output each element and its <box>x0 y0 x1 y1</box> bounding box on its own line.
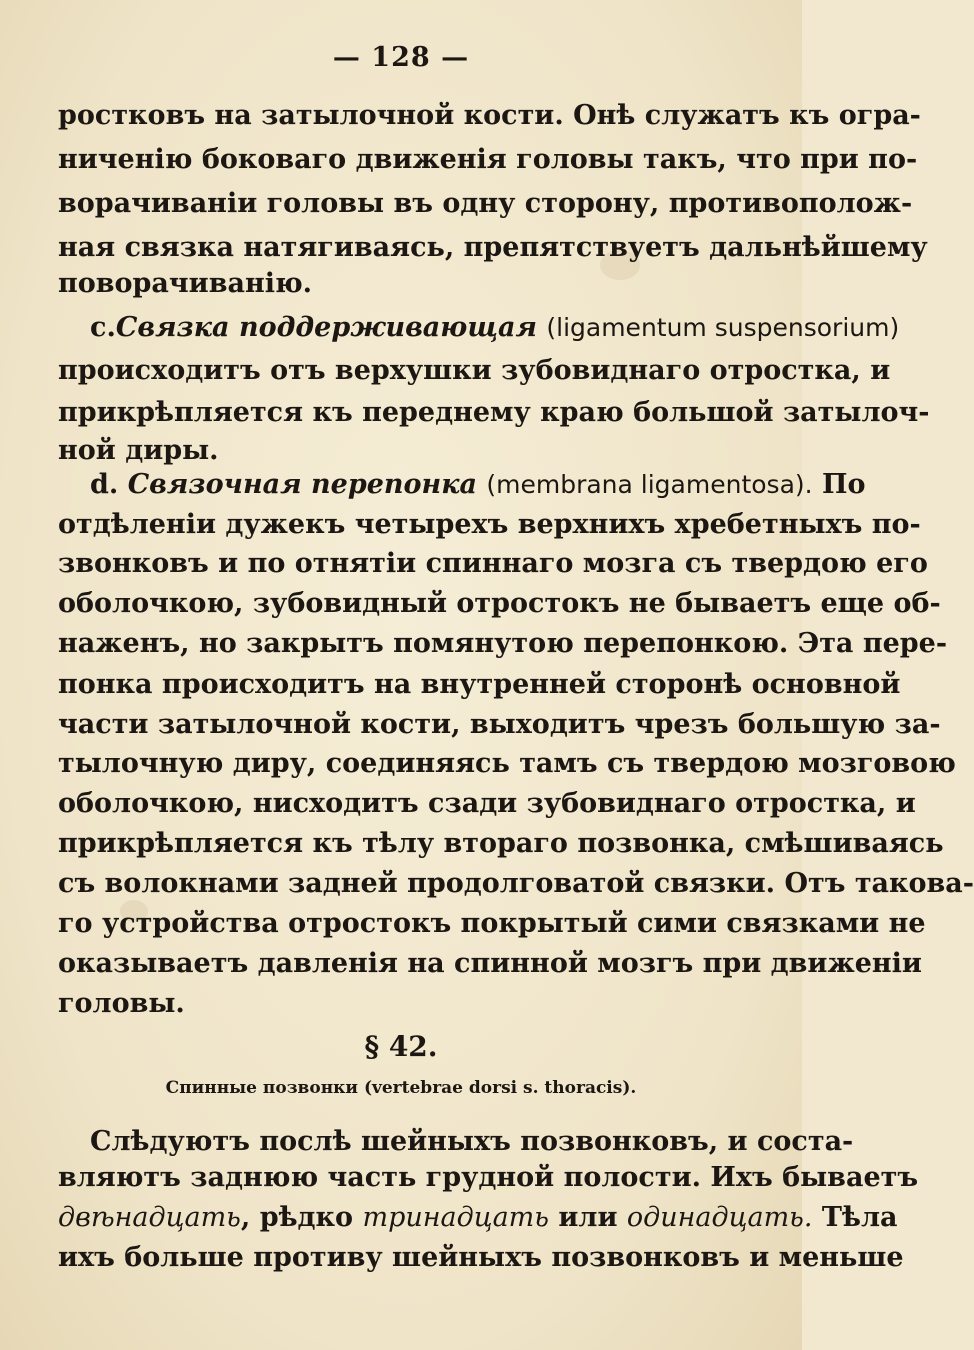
text-line: наженъ, но закрытъ помянутою перепонкою. Эта пере- <box>58 628 948 659</box>
text-line: прикрѣпляется къ переднему краю большой затылоч- <box>58 397 930 428</box>
item-label: c. <box>90 312 116 343</box>
paragraph-d-heading <box>90 467 866 507</box>
text-line: звонковъ и по отнятiи спиннаго мозга съ твердою его <box>58 548 928 579</box>
paragraph-c-heading <box>90 310 900 350</box>
text-line: головы. <box>58 988 185 1019</box>
text-line: ворачиванiи головы въ одну сторону, противополож- <box>58 188 913 219</box>
text-line: тылочную диру, соединяясь тамъ съ твердою мозговою <box>58 748 956 779</box>
text-line: ниченiю боковаго движенiя головы такъ, что при по- <box>58 144 918 175</box>
page-number: — 128 — <box>332 42 470 73</box>
text-line: ихъ больше противу шейныхъ позвонковъ и меньше <box>58 1242 904 1273</box>
text-line <box>58 1200 898 1240</box>
section-number: § 42. <box>364 1030 438 1063</box>
text-line: поворачиванiю. <box>58 268 313 299</box>
emphasized-word: двѣнадцать <box>58 1202 241 1233</box>
emphasized-word: одинадцать. <box>626 1202 813 1233</box>
text-line: прикрѣпляется къ тѣлу втораго позвонка, смѣшиваясь <box>58 828 944 859</box>
text-line: ростковъ на затылочной кости. Онѣ служатъ къ огра- <box>58 100 921 131</box>
text-line: Слѣдуютъ послѣ шейныхъ позвонковъ, и соста- <box>90 1126 854 1157</box>
text-line: вляютъ заднюю часть грудной полости. Ихъ бываетъ <box>58 1162 919 1193</box>
text-line: происходитъ отъ верхушки зубовиднаго отростка, и <box>58 355 891 386</box>
text-line: ной диры. <box>58 435 219 466</box>
text-fragment: Тѣла <box>821 1202 898 1233</box>
text-line: съ волокнами задней продолговатой связки. Отъ такова- <box>58 868 974 899</box>
text-fragment: , рѣдко <box>240 1202 354 1233</box>
text-line: отдѣленiи дужекъ четырехъ верхнихъ хребетныхъ по- <box>58 509 921 540</box>
term-title: Связочная перепонка <box>127 469 477 500</box>
latin-term: (membrana ligamentosa). <box>486 470 813 499</box>
text-line: го устройства отростокъ покрытый сими связками не <box>58 908 926 939</box>
item-label: d. <box>90 469 119 500</box>
text-line: части затылочной кости, выходитъ чрезъ большую за- <box>58 709 941 740</box>
text-line: оболочкою, зубовидный отростокъ не бываетъ еще об- <box>58 588 941 619</box>
text-line: понка происходитъ на внутренней сторонѣ основной <box>58 669 901 700</box>
text-fragment: или <box>558 1202 618 1233</box>
latin-term: (ligamentum suspensorium) <box>546 313 900 342</box>
section-subheading: Спинные позвонки (vertebrae dorsi s. thoracis). <box>165 1078 637 1098</box>
text-line: оказываетъ давленiя на спинной мозгъ при движенiи <box>58 948 922 979</box>
text-line: ная связка натягиваясь, препятствуетъ дальнѣйшему <box>58 232 928 263</box>
emphasized-word: тринадцать <box>362 1202 549 1233</box>
text-fragment: По <box>822 469 866 500</box>
term-title: Связка поддерживающая <box>115 312 537 343</box>
text-line: оболочкою, нисходитъ сзади зубовиднаго отростка, и <box>58 788 916 819</box>
